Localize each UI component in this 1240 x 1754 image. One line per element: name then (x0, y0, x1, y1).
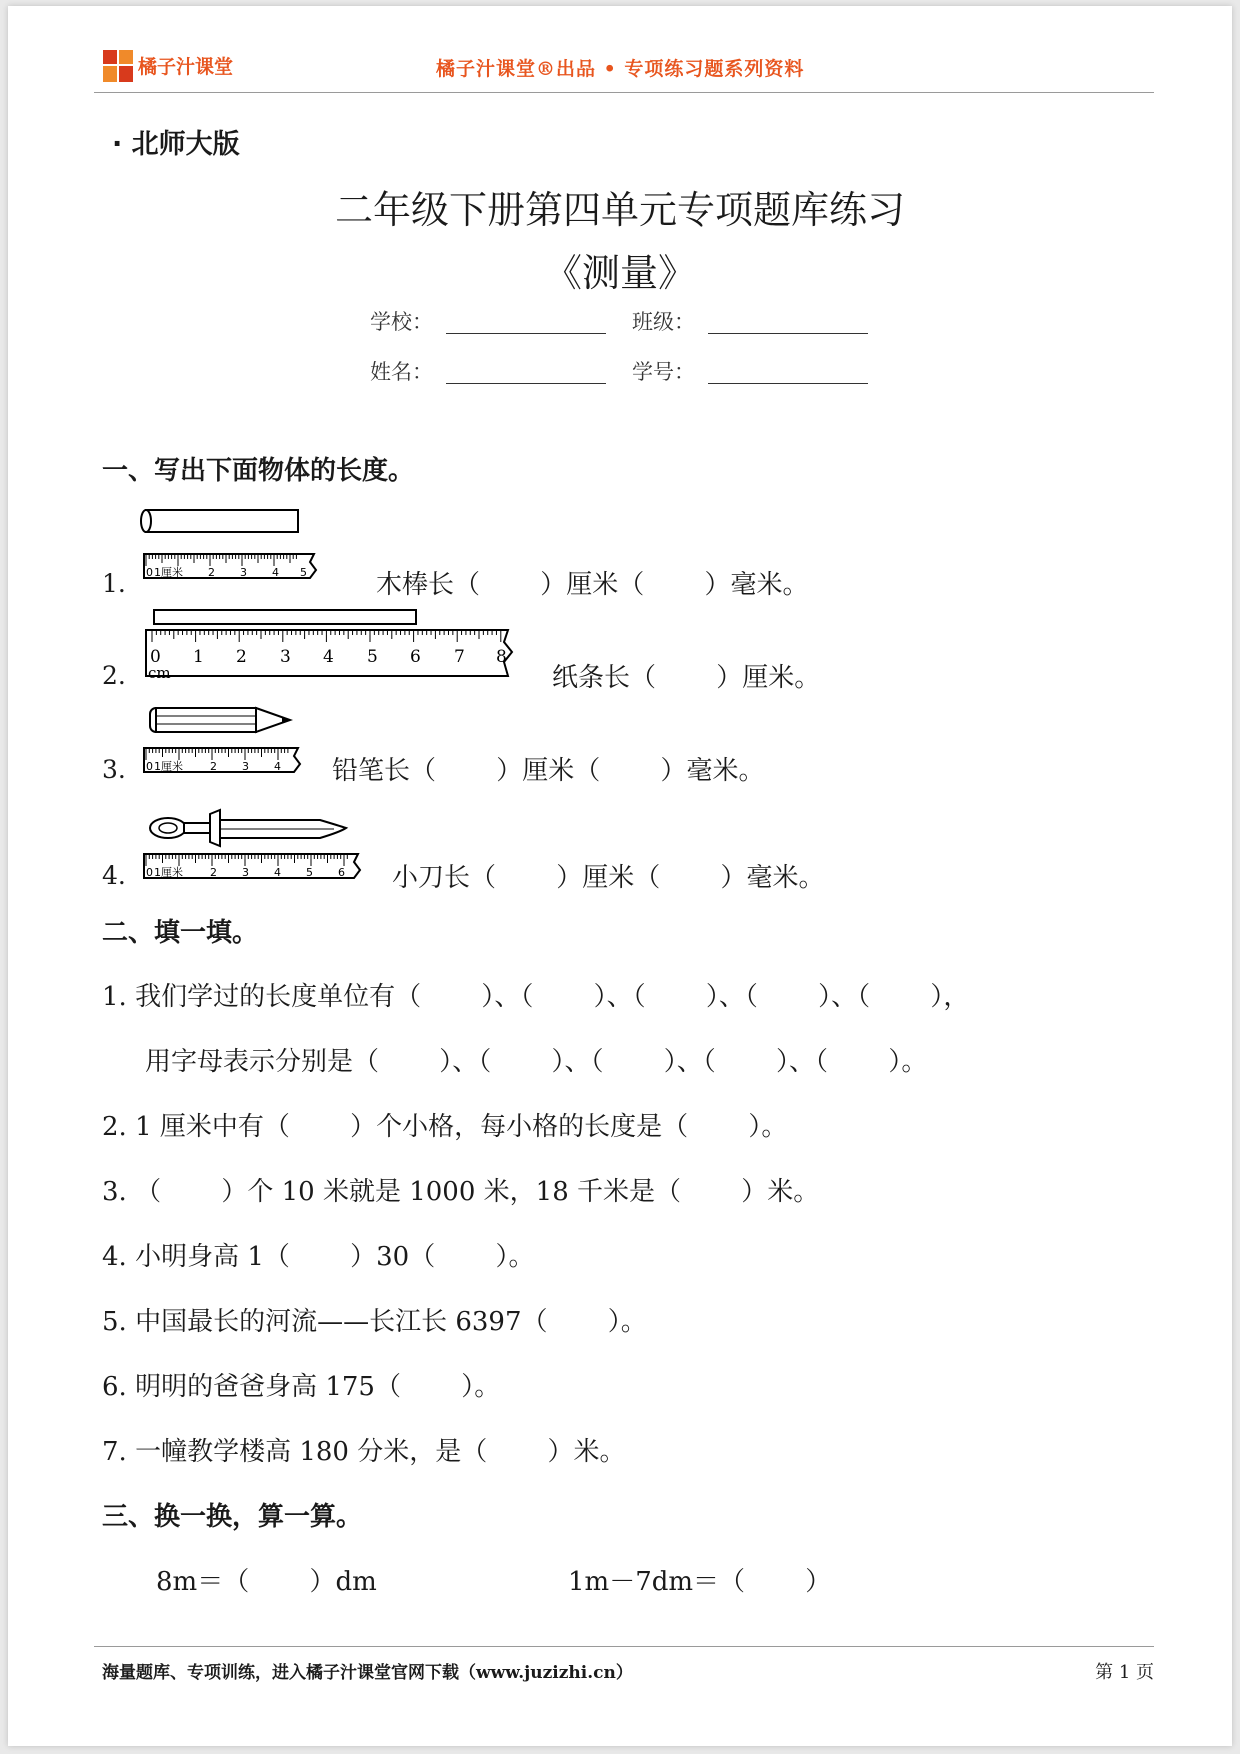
svg-text:2: 2 (208, 566, 215, 579)
svg-text:2: 2 (210, 866, 217, 879)
svg-text:6: 6 (338, 866, 345, 879)
s2-item-3: 3. （ ）个 10 米就是 1000 米，18 千米是（ ）米。 (102, 1177, 820, 1207)
svg-text:8: 8 (496, 647, 507, 667)
section2-heading: 二、填一填。 (102, 918, 259, 948)
edition-label: · 北师大版 (112, 129, 240, 160)
page-number: 第 1 页 (1095, 1662, 1154, 1683)
svg-text:1: 1 (154, 866, 161, 879)
svg-text:厘米: 厘米 (161, 866, 183, 879)
svg-text:2: 2 (210, 760, 217, 773)
small-ruler (144, 554, 316, 579)
logo-icon (103, 50, 133, 82)
stick-on-ruler-illustration (134, 506, 334, 586)
s2-item-1-line2: 用字母表示分别是（ ）、（ ）、（ ）、（ ）、（ ）。 (145, 1047, 928, 1077)
q3-text: 铅笔长（ ）厘米（ ）毫米。 (332, 756, 765, 786)
svg-text:3: 3 (242, 760, 249, 773)
small-ruler (144, 854, 360, 879)
svg-text:3: 3 (280, 647, 291, 667)
page-subtitle: 《测量》 (543, 251, 696, 295)
class-label: 班级： (632, 310, 695, 334)
section1-heading: 一、写出下面物体的长度。 (102, 456, 415, 486)
s2-item-7: 7. 一幢教学楼高 180 分米，是（ ）米。 (102, 1437, 626, 1467)
q4-number: 4. (102, 861, 126, 890)
svg-text:1: 1 (154, 566, 161, 579)
logo-text: 橘子汁课堂 (138, 56, 234, 78)
svg-text:4: 4 (323, 647, 334, 667)
name-label: 姓名： (370, 360, 433, 384)
pencil-on-ruler-illustration (134, 704, 314, 779)
q2-number: 2. (102, 661, 126, 690)
s3-expr-1: 8m＝（ ）dm (156, 1567, 377, 1597)
page-header (94, 48, 1154, 93)
strip-on-ruler-illustration (138, 604, 528, 686)
school-label: 学校： (370, 310, 433, 334)
school-field[interactable] (446, 333, 606, 334)
svg-text:3: 3 (240, 566, 247, 579)
svg-text:0: 0 (150, 647, 161, 667)
svg-text:3: 3 (242, 866, 249, 879)
q3-number: 3. (102, 755, 126, 784)
footer-note: 海量题库、专项训练，进入橘子汁课堂官网下载（www.juzizhi.cn） (102, 1663, 633, 1683)
knife-on-ruler-illustration (134, 796, 374, 886)
class-field[interactable] (708, 333, 868, 334)
pencil-icon (150, 708, 290, 732)
svg-text:5: 5 (367, 647, 378, 667)
document-page (8, 6, 1232, 1746)
s2-item-6: 6. 明明的爸爸身高 175（ ）。 (102, 1372, 501, 1402)
svg-text:厘米: 厘米 (161, 760, 183, 773)
student-no-label: 学号： (632, 360, 695, 384)
svg-text:1: 1 (154, 760, 161, 773)
svg-text:0: 0 (146, 566, 153, 579)
svg-text:7: 7 (454, 647, 465, 667)
svg-text:4: 4 (274, 866, 281, 879)
svg-text:6: 6 (410, 647, 421, 667)
name-field[interactable] (446, 383, 606, 384)
s2-item-1: 1. 我们学过的长度单位有（ ）、（ ）、（ ）、（ ）、（ ）， (102, 982, 970, 1012)
svg-text:0: 0 (146, 866, 153, 879)
page-title: 二年级下册第四单元专项题库练习 (334, 188, 905, 232)
s2-item-2: 2. 1 厘米中有（ ）个小格，每小格的长度是（ ）。 (102, 1112, 788, 1142)
q1-number: 1. (102, 569, 126, 598)
header-title: 橘子汁课堂®出品 • 专项练习题系列资料 (436, 58, 805, 80)
s2-item-4: 4. 小明身高 1（ ）30（ ）。 (102, 1242, 535, 1272)
q1-text: 木棒长（ ）厘米（ ）毫米。 (376, 570, 809, 600)
svg-text:厘米: 厘米 (161, 566, 183, 579)
paper-strip-icon (154, 610, 416, 624)
svg-text:5: 5 (300, 566, 307, 579)
small-ruler (144, 748, 300, 773)
s2-item-5: 5. 中国最长的河流——长江长 6397（ ）。 (102, 1307, 647, 1337)
svg-text:1: 1 (193, 647, 204, 667)
svg-text:4: 4 (272, 566, 279, 579)
s3-expr-2: 1m－7dm＝（ ） (568, 1567, 832, 1597)
svg-text:0: 0 (146, 760, 153, 773)
stick-icon (141, 510, 298, 532)
svg-text:2: 2 (236, 647, 247, 667)
big-ruler (146, 630, 512, 682)
svg-text:cm: cm (148, 664, 171, 682)
section3-heading: 三、换一换，算一算。 (102, 1502, 363, 1532)
q2-text: 纸条长（ ）厘米。 (552, 663, 821, 693)
svg-text:4: 4 (274, 760, 281, 773)
q4-text: 小刀长（ ）厘米（ ）毫米。 (392, 863, 825, 893)
svg-text:5: 5 (306, 866, 313, 879)
knife-icon (150, 810, 346, 846)
footer-divider (94, 1646, 1154, 1647)
student-no-field[interactable] (708, 383, 868, 384)
